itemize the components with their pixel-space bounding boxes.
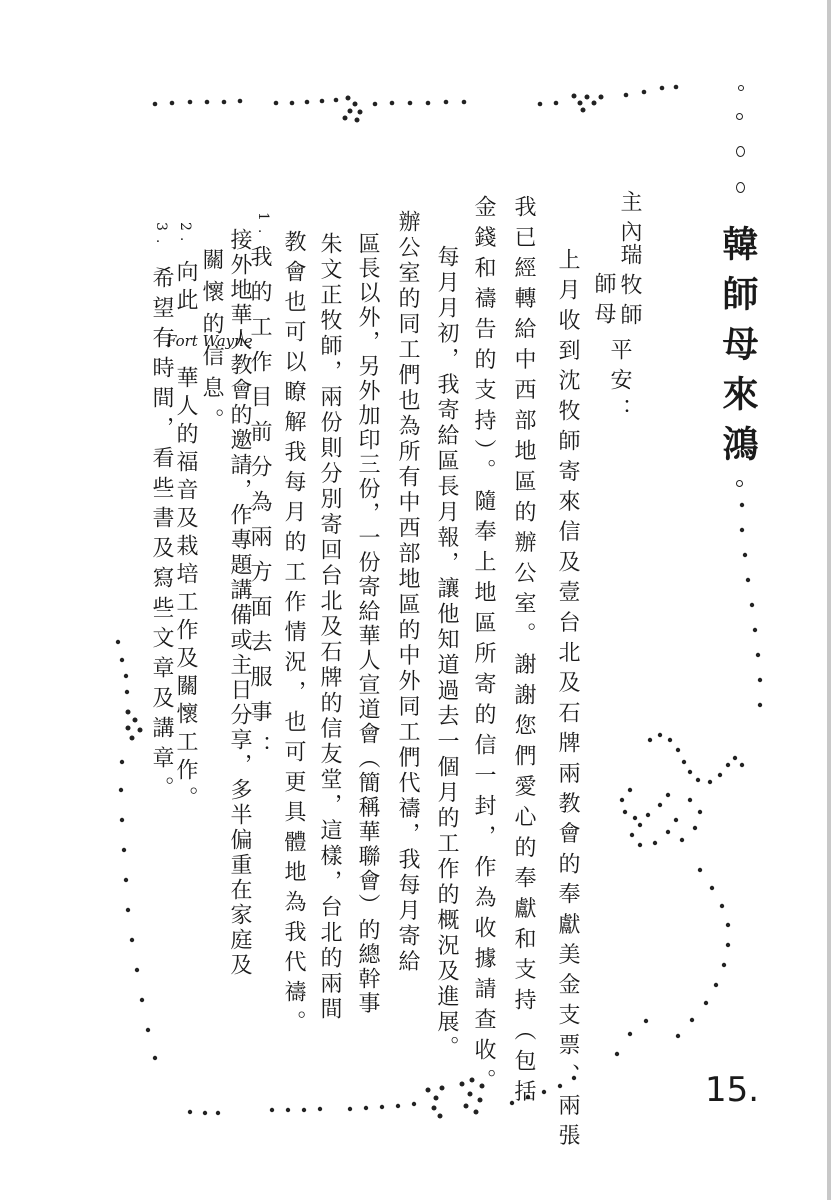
ring-ornament (736, 182, 745, 193)
salutation-line-2: 瑞牧師 (617, 243, 642, 333)
ring-ornament (736, 113, 743, 120)
ring-ornament (738, 85, 744, 91)
salutation-line-1: 主內 (617, 190, 642, 250)
list-item-1-number: 1. (255, 212, 271, 242)
page-title: 韓師母來鴻 (717, 225, 759, 475)
ring-ornament (736, 146, 745, 157)
list-item-2-text-after: 華人的福音及栽培工作及關懷工作。 (173, 366, 198, 815)
list-item-2-place-name: Fort Wayne (166, 332, 253, 351)
body-column-3: 金錢和禱告的支持）。隨奉上地區所寄的信一封，作為收據請查收。 (471, 195, 496, 1099)
list-item-2-text-before: 向此 (173, 260, 198, 317)
list-item-2-number: 2. (177, 222, 193, 248)
body-column-4: 每月月初，我寄給區長月報，讓他知道過去一個月的工作的概況及進展。 (434, 245, 459, 1061)
salutation-line-4: 平安： (607, 338, 632, 428)
body-column-2: 我已經轉給中西部地區的辦公室。謝謝您們愛心的奉獻和支持（包括 (511, 195, 536, 1110)
list-item-3 (150, 222, 172, 806)
body-column-8: 教會也可以瞭解我每月的工作情況，也可更具體地為我代禱。 (281, 230, 306, 1040)
page-number: 15. (705, 1070, 760, 1110)
list-item-1-continuation: 關懷的信息。 (199, 248, 224, 440)
body-column-6: 區長以外，另外加印三份，一份寄給華人宣道會（簡稱華聯會）的總幹事 (355, 232, 380, 1016)
ring-ornament (736, 480, 743, 487)
work-intro-column: 我的工作目前分為兩方面去服事： (247, 245, 272, 770)
list-item-1-text: 接外地華人教會的邀請，作專題講備或主日分享，多半偏重在家庭及 (227, 228, 252, 978)
list-item-3-text: 希望有時間，看些書及寫些文章及講章。 (149, 266, 174, 807)
body-column-1: 上月收到沈牧師寄來信及壹台北及石牌兩教會的奉獻美金支票、兩張 (555, 248, 580, 1154)
list-item-3-number: 3. (153, 222, 169, 252)
body-column-7: 朱文正牧師，兩份則分別寄回台北及石牌的信友堂，這樣，台北的兩間 (317, 232, 342, 1023)
salutation-line-3: 師母 (591, 272, 616, 332)
body-column-5: 辦公室的同工們也為所有中西部地區的中外同工們代禱，我每月寄給 (395, 210, 420, 975)
